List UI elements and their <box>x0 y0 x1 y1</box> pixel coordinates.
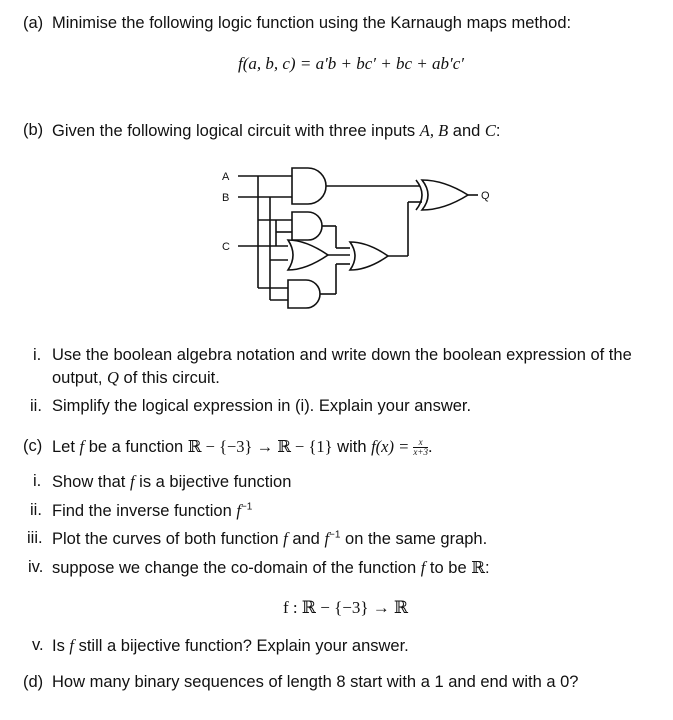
and-gate-2 <box>292 212 322 240</box>
part-b-ii-text: Simplify the logical expression in (i). Explain your answer. <box>52 397 472 415</box>
and-gate-3 <box>288 280 320 308</box>
input-c-label: C <box>222 241 230 253</box>
part-c-ii-label: ii. <box>30 501 42 519</box>
part-b-question: Given the following logical circuit with three inputs A, B and C: <box>52 121 501 140</box>
part-c-i-label: i. <box>33 472 42 490</box>
part-c-iv-label: iv. <box>28 558 44 576</box>
part-d-label: (d) <box>23 673 44 691</box>
part-a-question: Minimise the following logic function using the Karnaugh maps method: <box>52 14 572 32</box>
part-b-i-text: Use the boolean algebra notation and write down the boolean expression of the <box>52 346 632 364</box>
or-gate-2 <box>350 242 388 270</box>
part-c-iii-text: Plot the curves of both function f and $f^{-1}$ on the same graph. <box>52 529 488 548</box>
part-d-question: How many binary sequences of length 8 start with a 1 and end with a 0? <box>52 673 579 691</box>
part-a-label: (a) <box>23 14 44 32</box>
part-c-v-label: v. <box>32 636 44 654</box>
part-c-v-text: Is f still a bijective function? Explain your answer. <box>52 636 409 655</box>
part-c-iv-text: suppose we change the co-domain of the function f to be ℝ: <box>52 558 490 577</box>
part-a-equation: f(a, b, c) = a′b + bc′ + bc + ab′c′ <box>238 54 464 73</box>
part-b-label: (b) <box>23 121 44 139</box>
input-a-label: A <box>222 171 230 183</box>
and-gate-1 <box>292 168 326 204</box>
input-b-label: B <box>222 192 230 204</box>
part-c-mapping: f : ℝ − {−3} → ℝ <box>283 598 409 617</box>
part-b-i-text-cont: output, Q of this circuit. <box>52 368 220 387</box>
logic-circuit-diagram <box>210 160 500 315</box>
part-b-i-label: i. <box>33 346 42 364</box>
xor-gate <box>422 180 468 210</box>
part-c-ii-text: Find the inverse function $f^{-1}$ <box>52 501 253 520</box>
part-c-label: (c) <box>23 437 43 455</box>
part-c-question: Let f be a function ℝ − {−3} → ℝ − {1} with f(x) = $\frac{x}{x+3}$ . <box>52 437 433 458</box>
or-gate-1 <box>288 240 328 270</box>
part-c-i-text: Show that f is a bijective function <box>52 472 292 491</box>
part-c-iii-label: iii. <box>27 529 43 547</box>
part-b-ii-label: ii. <box>30 397 42 415</box>
output-q-label: Q <box>481 190 490 202</box>
